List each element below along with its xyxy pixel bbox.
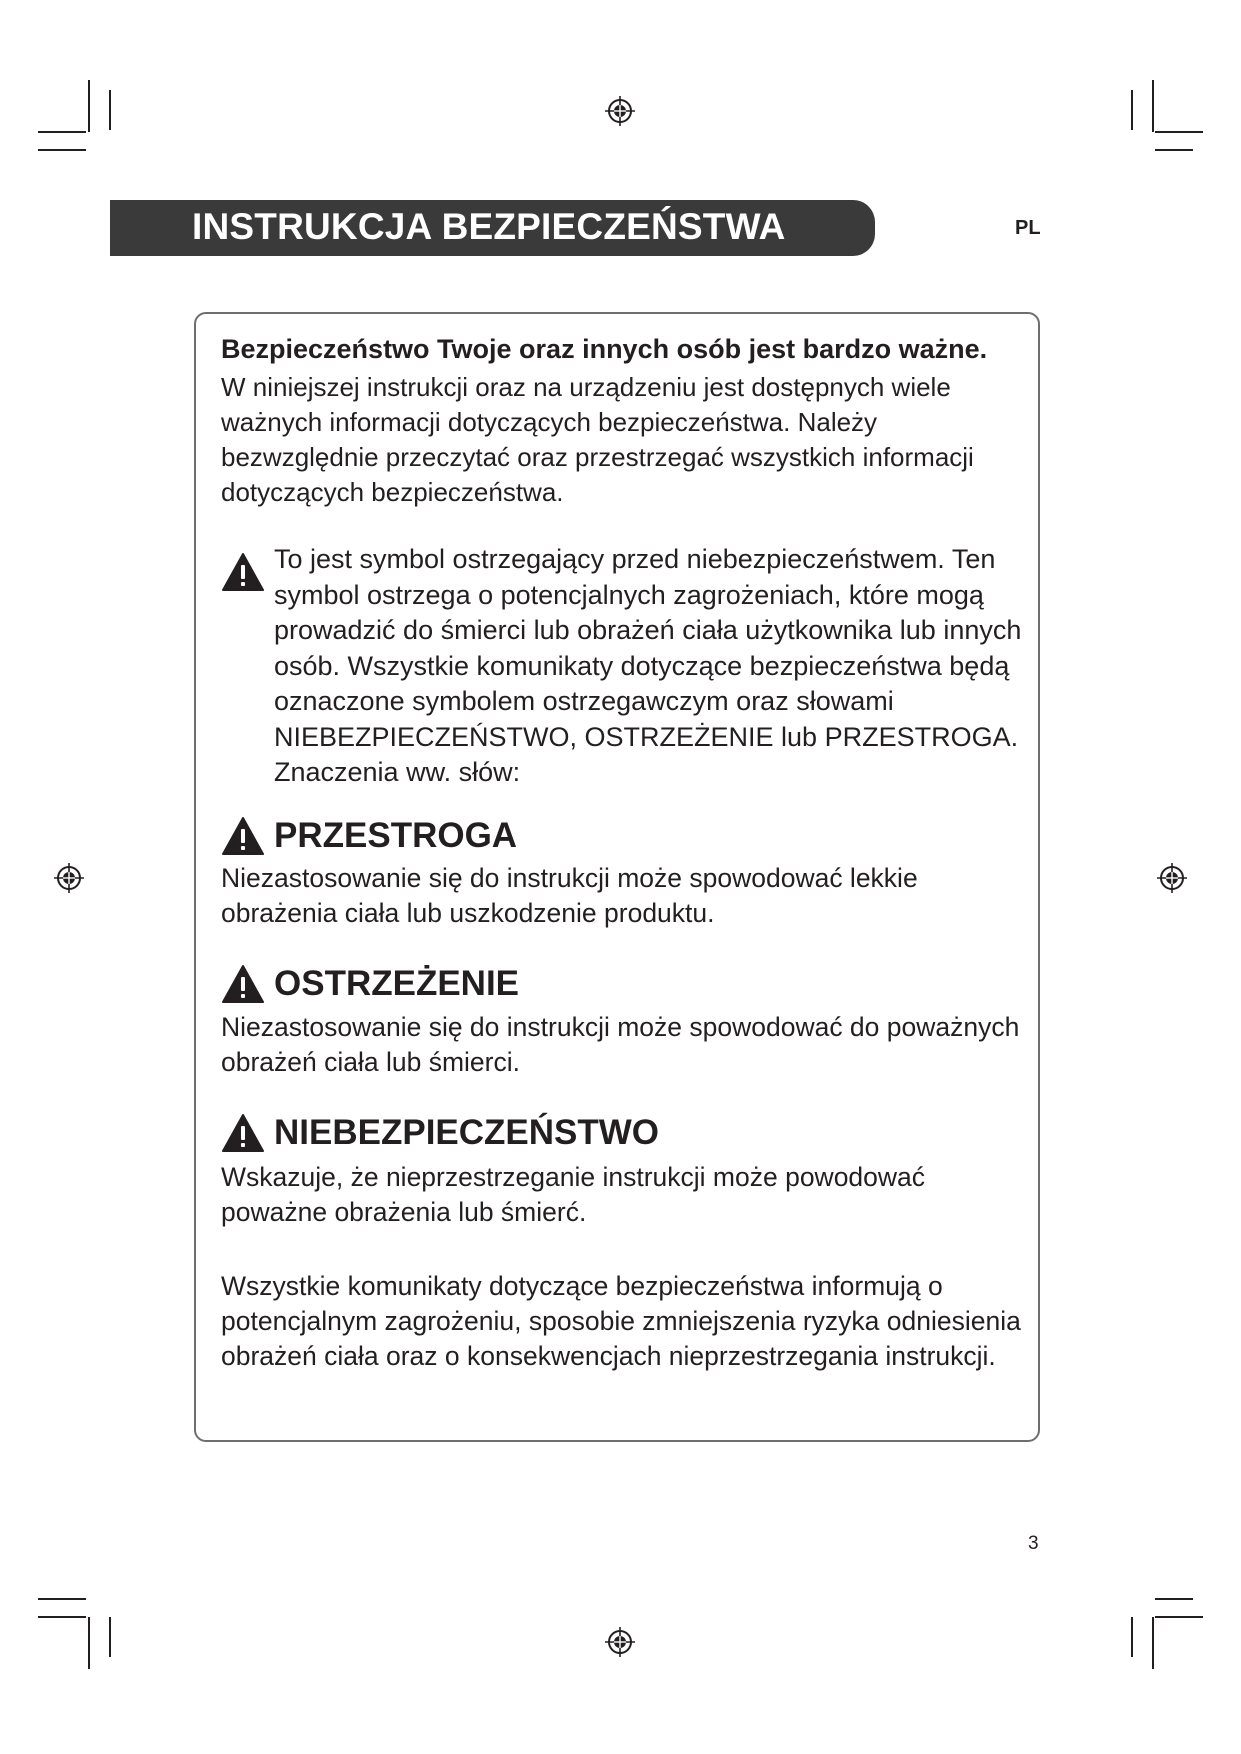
- page-number: 3: [1028, 1533, 1039, 1554]
- crop-mark: [109, 90, 111, 130]
- summary-text: Wszystkie komunikaty dotyczące bezpieczeństwa informują o potencjalnym zagrożeniu, sposobie zmniejszenia ryzyka odniesienia obrażeń ciała oraz o konsekwencjach nieprzestrzegania instrukcji.: [221, 1271, 1021, 1371]
- warning-triangle-icon: [221, 1113, 265, 1153]
- intro-heading: Bezpieczeństwo Twoje oraz innych osób jest bardzo ważne.: [221, 334, 988, 364]
- signal-word-description: Niezastosowanie się do instrukcji może spowodować lekkie obrażenia ciała lub uszkodzenie produktu.: [221, 863, 918, 928]
- page-title: INSTRUKCJA BEZPIECZEŃSTWA: [192, 206, 786, 247]
- crop-mark: [38, 131, 86, 133]
- section-header-band: [110, 200, 875, 256]
- warning-triangle-icon: [221, 552, 265, 592]
- crop-mark: [1155, 1616, 1203, 1618]
- crop-mark: [1155, 131, 1203, 133]
- safety-info-box: [194, 312, 1040, 1442]
- crop-mark: [1155, 1598, 1193, 1600]
- crop-mark: [88, 80, 90, 132]
- registration-mark-icon: [604, 95, 636, 127]
- registration-mark-icon: [1156, 862, 1188, 894]
- crop-mark: [38, 149, 86, 151]
- crop-mark: [88, 1617, 90, 1669]
- signal-word-label: OSTRZEŻENIE: [274, 964, 520, 1003]
- signal-word-description: Wskazuje, że nieprzestrzeganie instrukcji może powodować poważne obrażenia lub śmierć.: [221, 1162, 926, 1227]
- registration-mark-icon: [53, 862, 85, 894]
- signal-word-label: NIEBEZPIECZEŃSTWO: [274, 1113, 660, 1152]
- warning-triangle-icon: [221, 816, 265, 856]
- crop-mark: [1152, 1617, 1154, 1669]
- registration-mark-icon: [604, 1626, 636, 1658]
- language-code: PL: [1015, 217, 1041, 239]
- crop-mark: [1131, 1617, 1133, 1657]
- intro-text: W niniejszej instrukcji oraz na urządzeniu jest dostępnych wiele ważnych informacji dotyczących bezpieczeństwa. Należy bezwzględnie przeczytać oraz przestrzegać wszystkich informacji dotyczących bezpieczeństwa.: [221, 372, 974, 507]
- crop-mark: [38, 1616, 86, 1618]
- crop-mark: [1155, 149, 1193, 151]
- crop-mark: [38, 1598, 86, 1600]
- warning-triangle-icon: [221, 964, 265, 1004]
- signal-word-description: Niezastosowanie się do instrukcji może spowodować do poważnych obrażeń ciała lub śmierci.: [221, 1012, 1020, 1077]
- symbol-explanation-text: To jest symbol ostrzegający przed niebezpieczeństwem. Ten symbol ostrzega o potencjalnych zagrożeniach, które mogą prowadzić do śmierci lub obrażeń ciała użytkownika lub innych osób. Wszystkie komunikaty dotyczące bezpieczeństwa będą oznaczone symbolem ostrzegawczym oraz słowami NIEBEZPIECZEŃSTWO, OSTRZEŻENIE lub PRZESTROGA. Znaczenia ww. słów:: [274, 544, 1022, 787]
- crop-mark: [1152, 80, 1154, 132]
- crop-mark: [1131, 90, 1133, 130]
- signal-word-label: PRZESTROGA: [274, 816, 518, 855]
- crop-mark: [109, 1617, 111, 1657]
